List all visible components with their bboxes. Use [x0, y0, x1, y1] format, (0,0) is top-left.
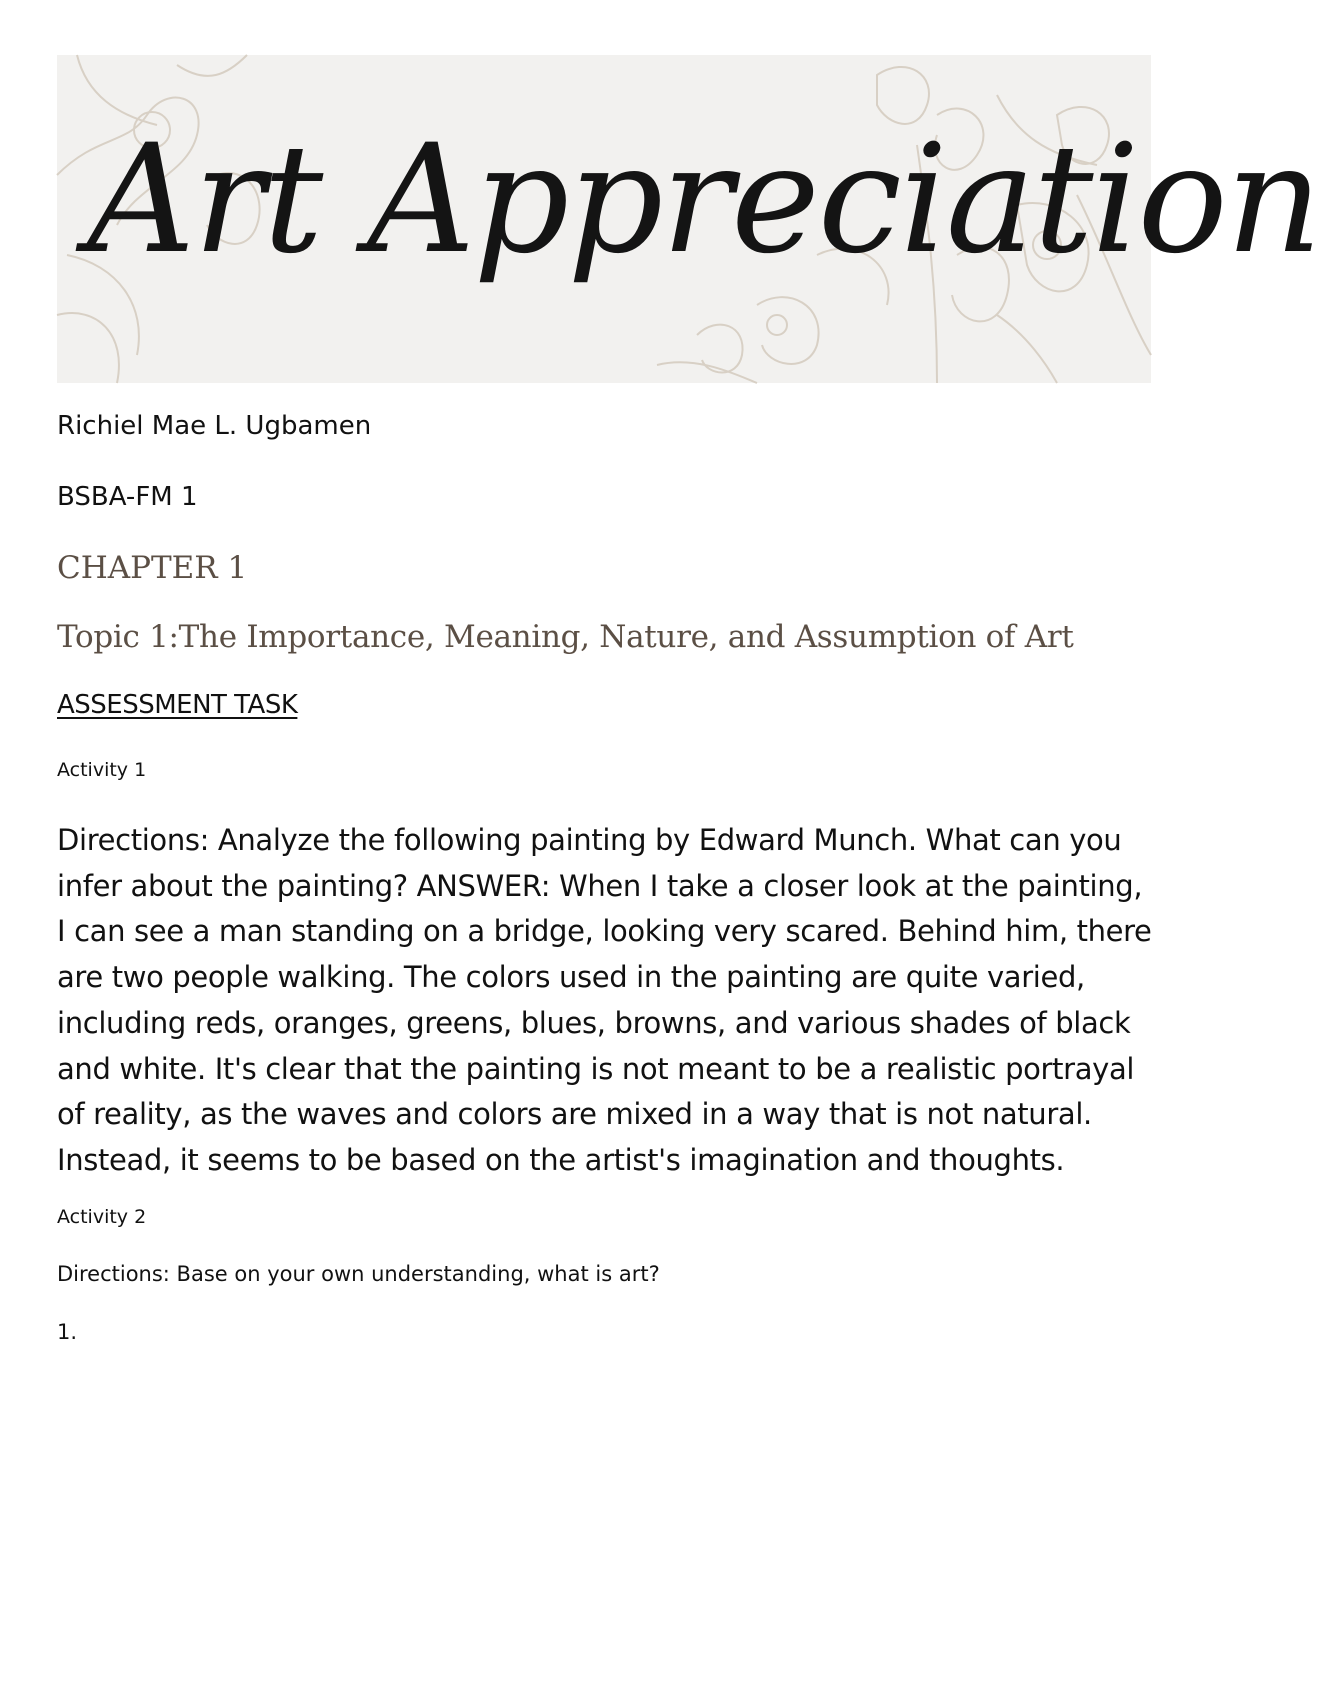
assessment-heading: ASSESSMENT TASK [57, 690, 298, 720]
banner-title: Art Appreciation [87, 113, 1320, 287]
activity-2-directions: Directions: Base on your own understanding, what is art? [57, 1262, 660, 1286]
title-banner [57, 55, 1320, 383]
activity-2-label: Activity 2 [57, 1206, 147, 1228]
topic-heading: Topic 1:The Importance, Meaning, Nature, and Assumption of Art [57, 619, 1074, 655]
course-label: BSBA-FM 1 [57, 482, 198, 512]
chapter-heading: CHAPTER 1 [57, 550, 248, 586]
activity-1-answer: Directions: Analyze the following painting by Edward Munch. What can you infer about the painting? ANSWER: When I take a closer look at the painting, I can see a man standing on a bridge, looking very scared. Behind him, there are two people walking. The colors used in the painting are quite varied, including reds, oranges, greens, blues, browns, and various shades of black and white. It's clear that the painting is not meant to be a realistic portrayal of reality, as the waves and colors are mixed in a way that is not natural. Instead, it seems to be based on the artist's imagination and thoughts. [57, 823, 1152, 1177]
activity-1-label: Activity 1 [57, 759, 147, 781]
author-name: Richiel Mae L. Ugbamen [57, 411, 372, 441]
answer-item-number: 1. [57, 1320, 78, 1344]
